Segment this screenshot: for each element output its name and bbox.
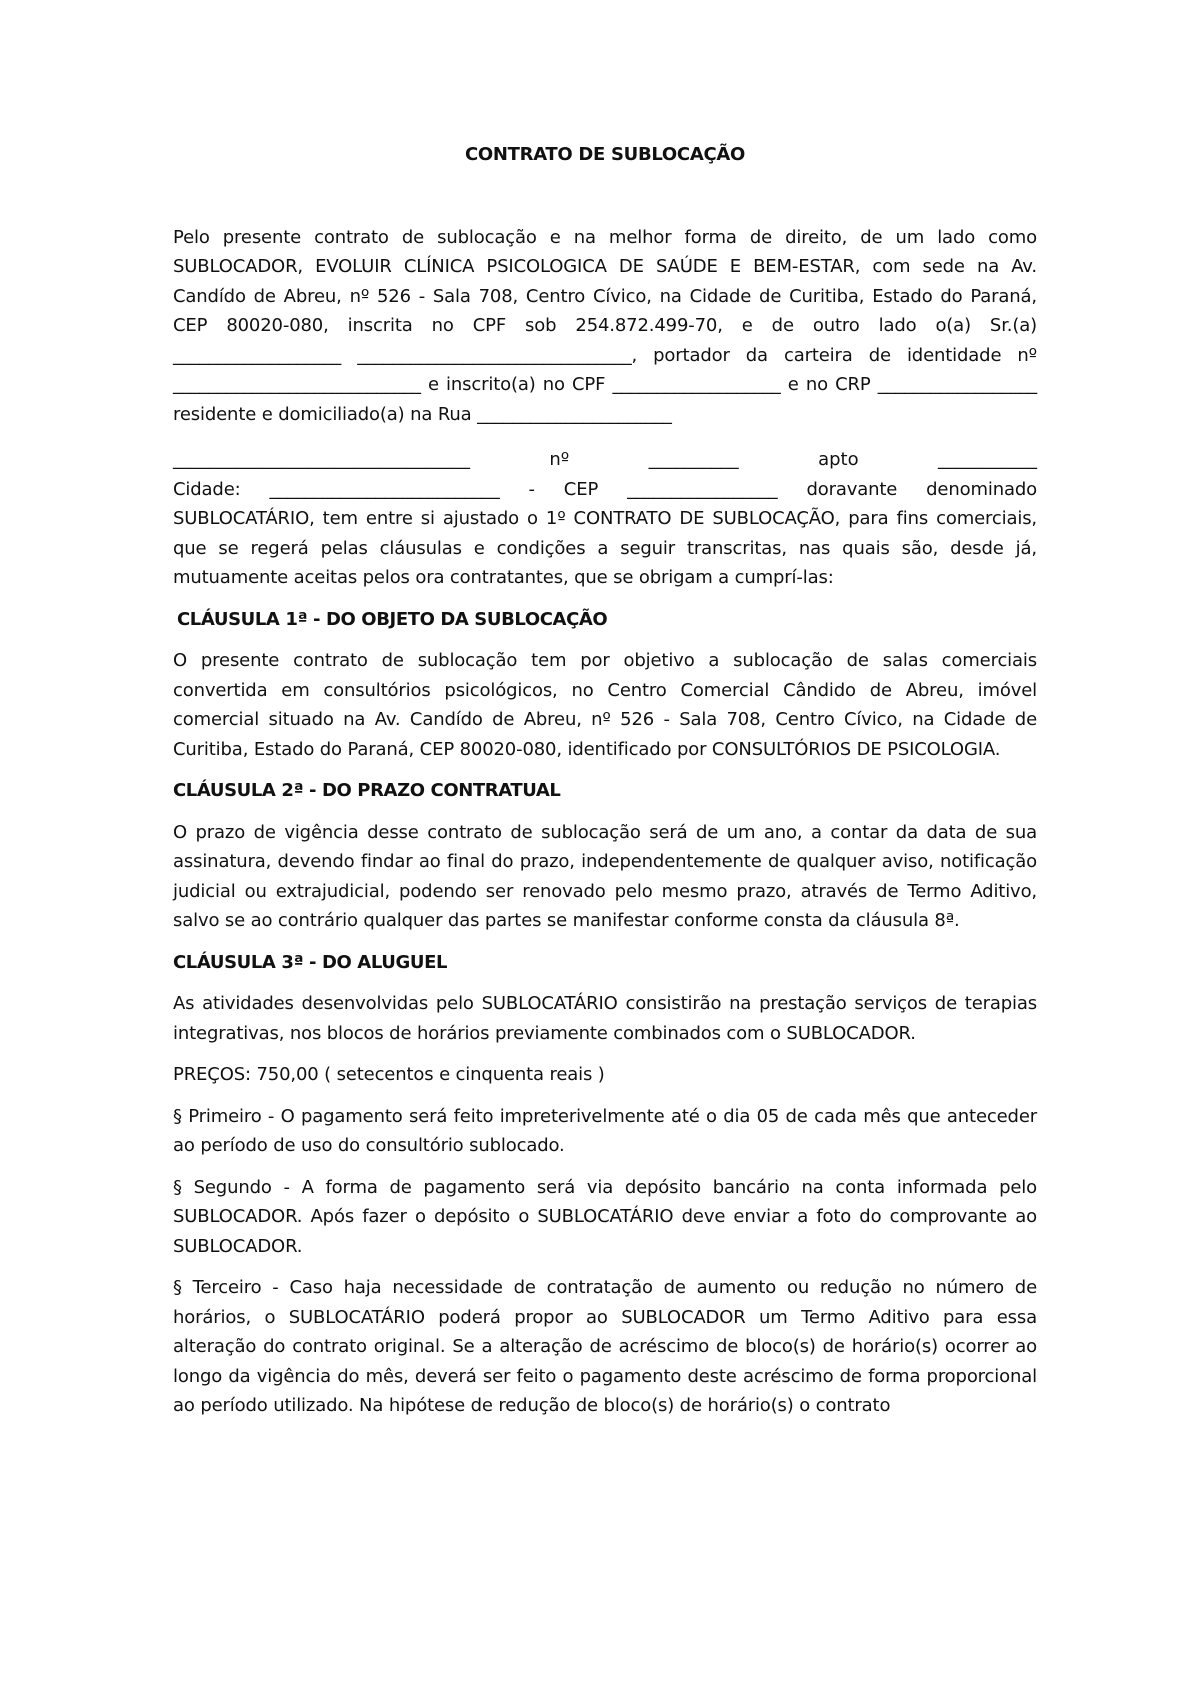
clause-3-paragraph-second: § Segundo - A forma de pagamento será via depósito bancário na conta informada pelo SUBLOCADOR. Após fazer o depósito o SUBLOCATÁRIO deve enviar a foto do comprovante ao SUBLOCADOR.: [173, 1176, 1037, 1257]
clause-2-heading: CLÁUSULA 2ª - DO PRAZO CONTRATUAL: [173, 780, 561, 801]
clause-3-paragraph-first: § Primeiro - O pagamento será feito impreterivelmente até o dia 05 de cada mês que anteceder ao período de uso do consultório sublocado.: [173, 1105, 1037, 1156]
clause-3-paragraph-third: § Terceiro - Caso haja necessidade de contratação de aumento ou redução no número de horários, o SUBLOCATÁRIO poderá propor ao SUBLOCADOR um Termo Aditivo para essa alteração do contrato original. Se a alteração de acréscimo de bloco(s) de horário(s) ocorrer ao longo da vigência do mês, deverá ser feito o pagamento deste acréscimo de forma proporcional ao período utilizado. Na hipótese de redução de bloco(s) de horário(s) o contrato: [173, 1277, 1037, 1416]
address-fill-line: _________________________________ nº __________ apto ___________: [173, 449, 1037, 470]
clause-3-text: As atividades desenvolvidas pelo SUBLOCATÁRIO consistirão na prestação serviços de terapias integrativas, nos blocos de horários previamente combinados com o SUBLOCADOR.: [173, 993, 1037, 1044]
clause-1-heading: CLÁUSULA 1ª - DO OBJETO DA SUBLOCAÇÃO: [177, 608, 608, 630]
clause-3-price: PREÇOS: 750,00 ( setecentos e cinquenta reais ): [173, 1064, 605, 1085]
document-body: [173, 140, 1037, 1433]
clause-2-text: O prazo de vigência desse contrato de sublocação será de um ano, a contar da data de sua assinatura, devendo findar ao final do prazo, independentemente de qualquer aviso, notificação judicial ou extrajudicial, podendo ser renovado pelo mesmo prazo, através de Termo Aditivo, salvo se ao contrário qualquer das partes se manifestar conforme consta da cláusula 8ª.: [173, 821, 1037, 931]
intro-paragraph: Pelo presente contrato de sublocação e na melhor forma de direito, de um lado como SUBLOCADOR, EVOLUIR CLÍNICA PSICOLOGICA DE SAÚDE E BEM-ESTAR, com sede na Av. Candído de Abreu, nº 526 - Sala 708, Centro Cívico, na Cidade de Curitiba, Estado do Paraná, CEP 80020-080, inscrita no CPF sob 254.872.499-70, e de outro lado o(a) Sr.(a) ___________________ _______________________________, portador da carteira de identidade nº ____________________________ e inscrito(a) no CPF ___________________ e no CRP __________________ residente e domiciliado(a) na Rua ______________________: [173, 226, 1037, 425]
intro-paragraph-continued: Cidade: __________________________ - CEP _________________ doravante denominado SUBLOCATÁRIO, tem entre si ajustado o 1º CONTRATO DE SUBLOCAÇÃO, para fins comerciais, que se regerá pelas cláusulas e condições a seguir transcritas, nas quais são, desde já, mutuamente aceitas pelos ora contratantes, que se obrigam a cumprí-las:: [173, 478, 1037, 588]
clause-1-text: O presente contrato de sublocação tem por objetivo a sublocação de salas comerciais convertida em consultórios psicológicos, no Centro Comercial Cândido de Abreu, imóvel comercial situado na Av. Candído de Abreu, nº 526 - Sala 708, Centro Cívico, na Cidade de Curitiba, Estado do Paraná, CEP 80020-080, identificado por CONSULTÓRIOS DE PSICOLOGIA.: [173, 650, 1037, 760]
document-title: CONTRATO DE SUBLOCAÇÃO: [464, 144, 745, 165]
clause-3-heading: CLÁUSULA 3ª - DO ALUGUEL: [173, 951, 448, 973]
spacer: [173, 429, 1037, 445]
